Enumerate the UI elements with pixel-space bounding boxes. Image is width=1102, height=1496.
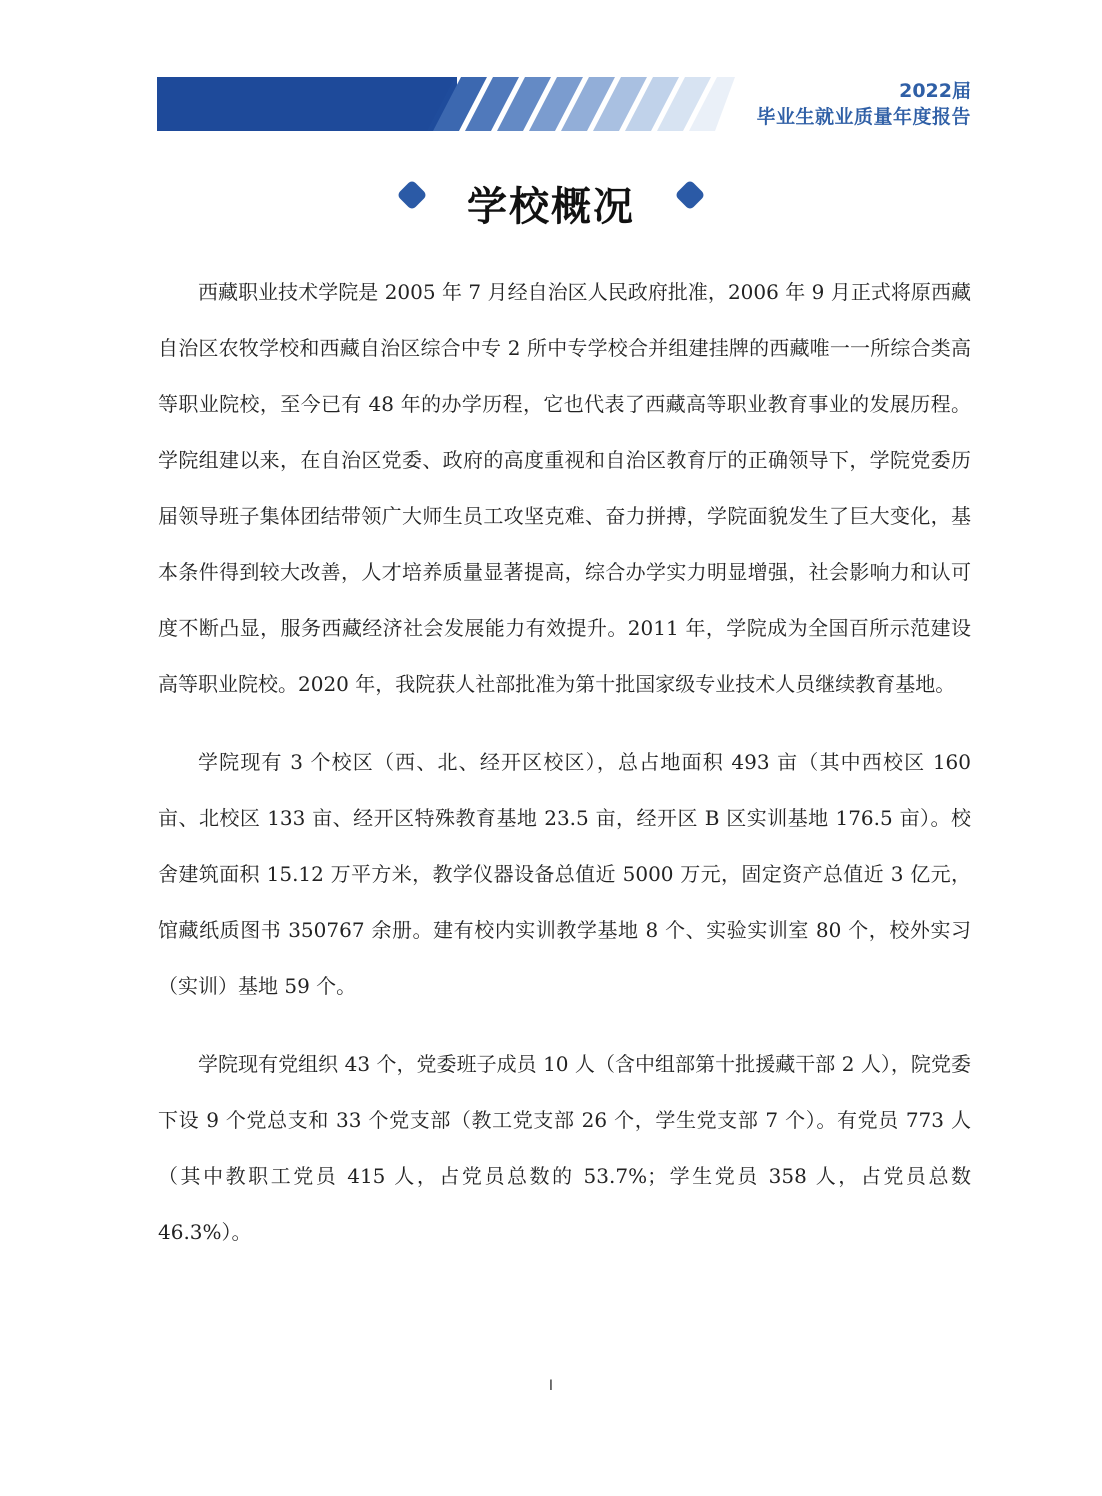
section-heading bbox=[0, 168, 1102, 238]
paragraph-campus: 学院现有 3 个校区（西、北、经开区校区），总占地面积 493 亩（其中西校区 160 亩、北校区 133 亩、经开区特殊教育基地 23.5 亩，经开区 B 区实训基地 176.5 亩）。校舍建筑面积 15.12 万平方米，教学仪器设备总值近 5000 万元，固定资产总值近 3 亿元，馆藏纸质图书 350767 余册。建有校内实训教学基地 8 个、实验实训室 80 个，校外实习（实训）基地 59 个。 bbox=[158, 750, 971, 998]
diamond-right-icon bbox=[674, 179, 705, 210]
report-year: 2022届 bbox=[899, 80, 971, 102]
header-decorative-band bbox=[157, 77, 735, 131]
paragraph-overview: 西藏职业技术学院是 2005 年 7 月经自治区人民政府批准，2006 年 9 月正式将原西藏自治区农牧学校和西藏自治区综合中专 2 所中专学校合并组建挂牌的西藏唯一一所综合类高等职业院校，至今已有 48 年的办学历程，它也代表了西藏高等职业教育事业的发展历程。学院组建以来，在自治区党委、政府的高度重视和自治区教育厅的正确领导下，学院党委历届领导班子集体团结带领广大师生员工攻坚克难、奋力拼搏，学院面貌发生了巨大变化，基本条件得到较大改善，人才培养质量显著提高，综合办学实力明显增强，社会影响力和认可度不断凸显，服务西藏经济社会发展能力有效提升。2011 年，学院成为全国百所示范建设高等职业院校。2020 年，我院获人社部批准为第十批国家级专业技术人员继续教育基地。 bbox=[158, 280, 971, 696]
report-header-title bbox=[756, 78, 971, 130]
section-title: 学校概况 bbox=[467, 183, 635, 230]
report-subtitle: 毕业生就业质量年度报告 bbox=[756, 106, 971, 128]
paragraph-party: 学院现有党组织 43 个，党委班子成员 10 人（含中组部第十批援藏干部 2 人），院党委下设 9 个党总支和 33 个党支部（教工党支部 26 个，学生党支部 7 个）。有党员 773 人（其中教职工党员 415 人，占党员总数的 53.7%；学生党员 358 人，占党员总数 46.3%）。 bbox=[158, 1052, 971, 1244]
body-content bbox=[158, 264, 971, 1282]
page-number: I bbox=[548, 1378, 554, 1394]
diamond-left-icon bbox=[396, 179, 427, 210]
